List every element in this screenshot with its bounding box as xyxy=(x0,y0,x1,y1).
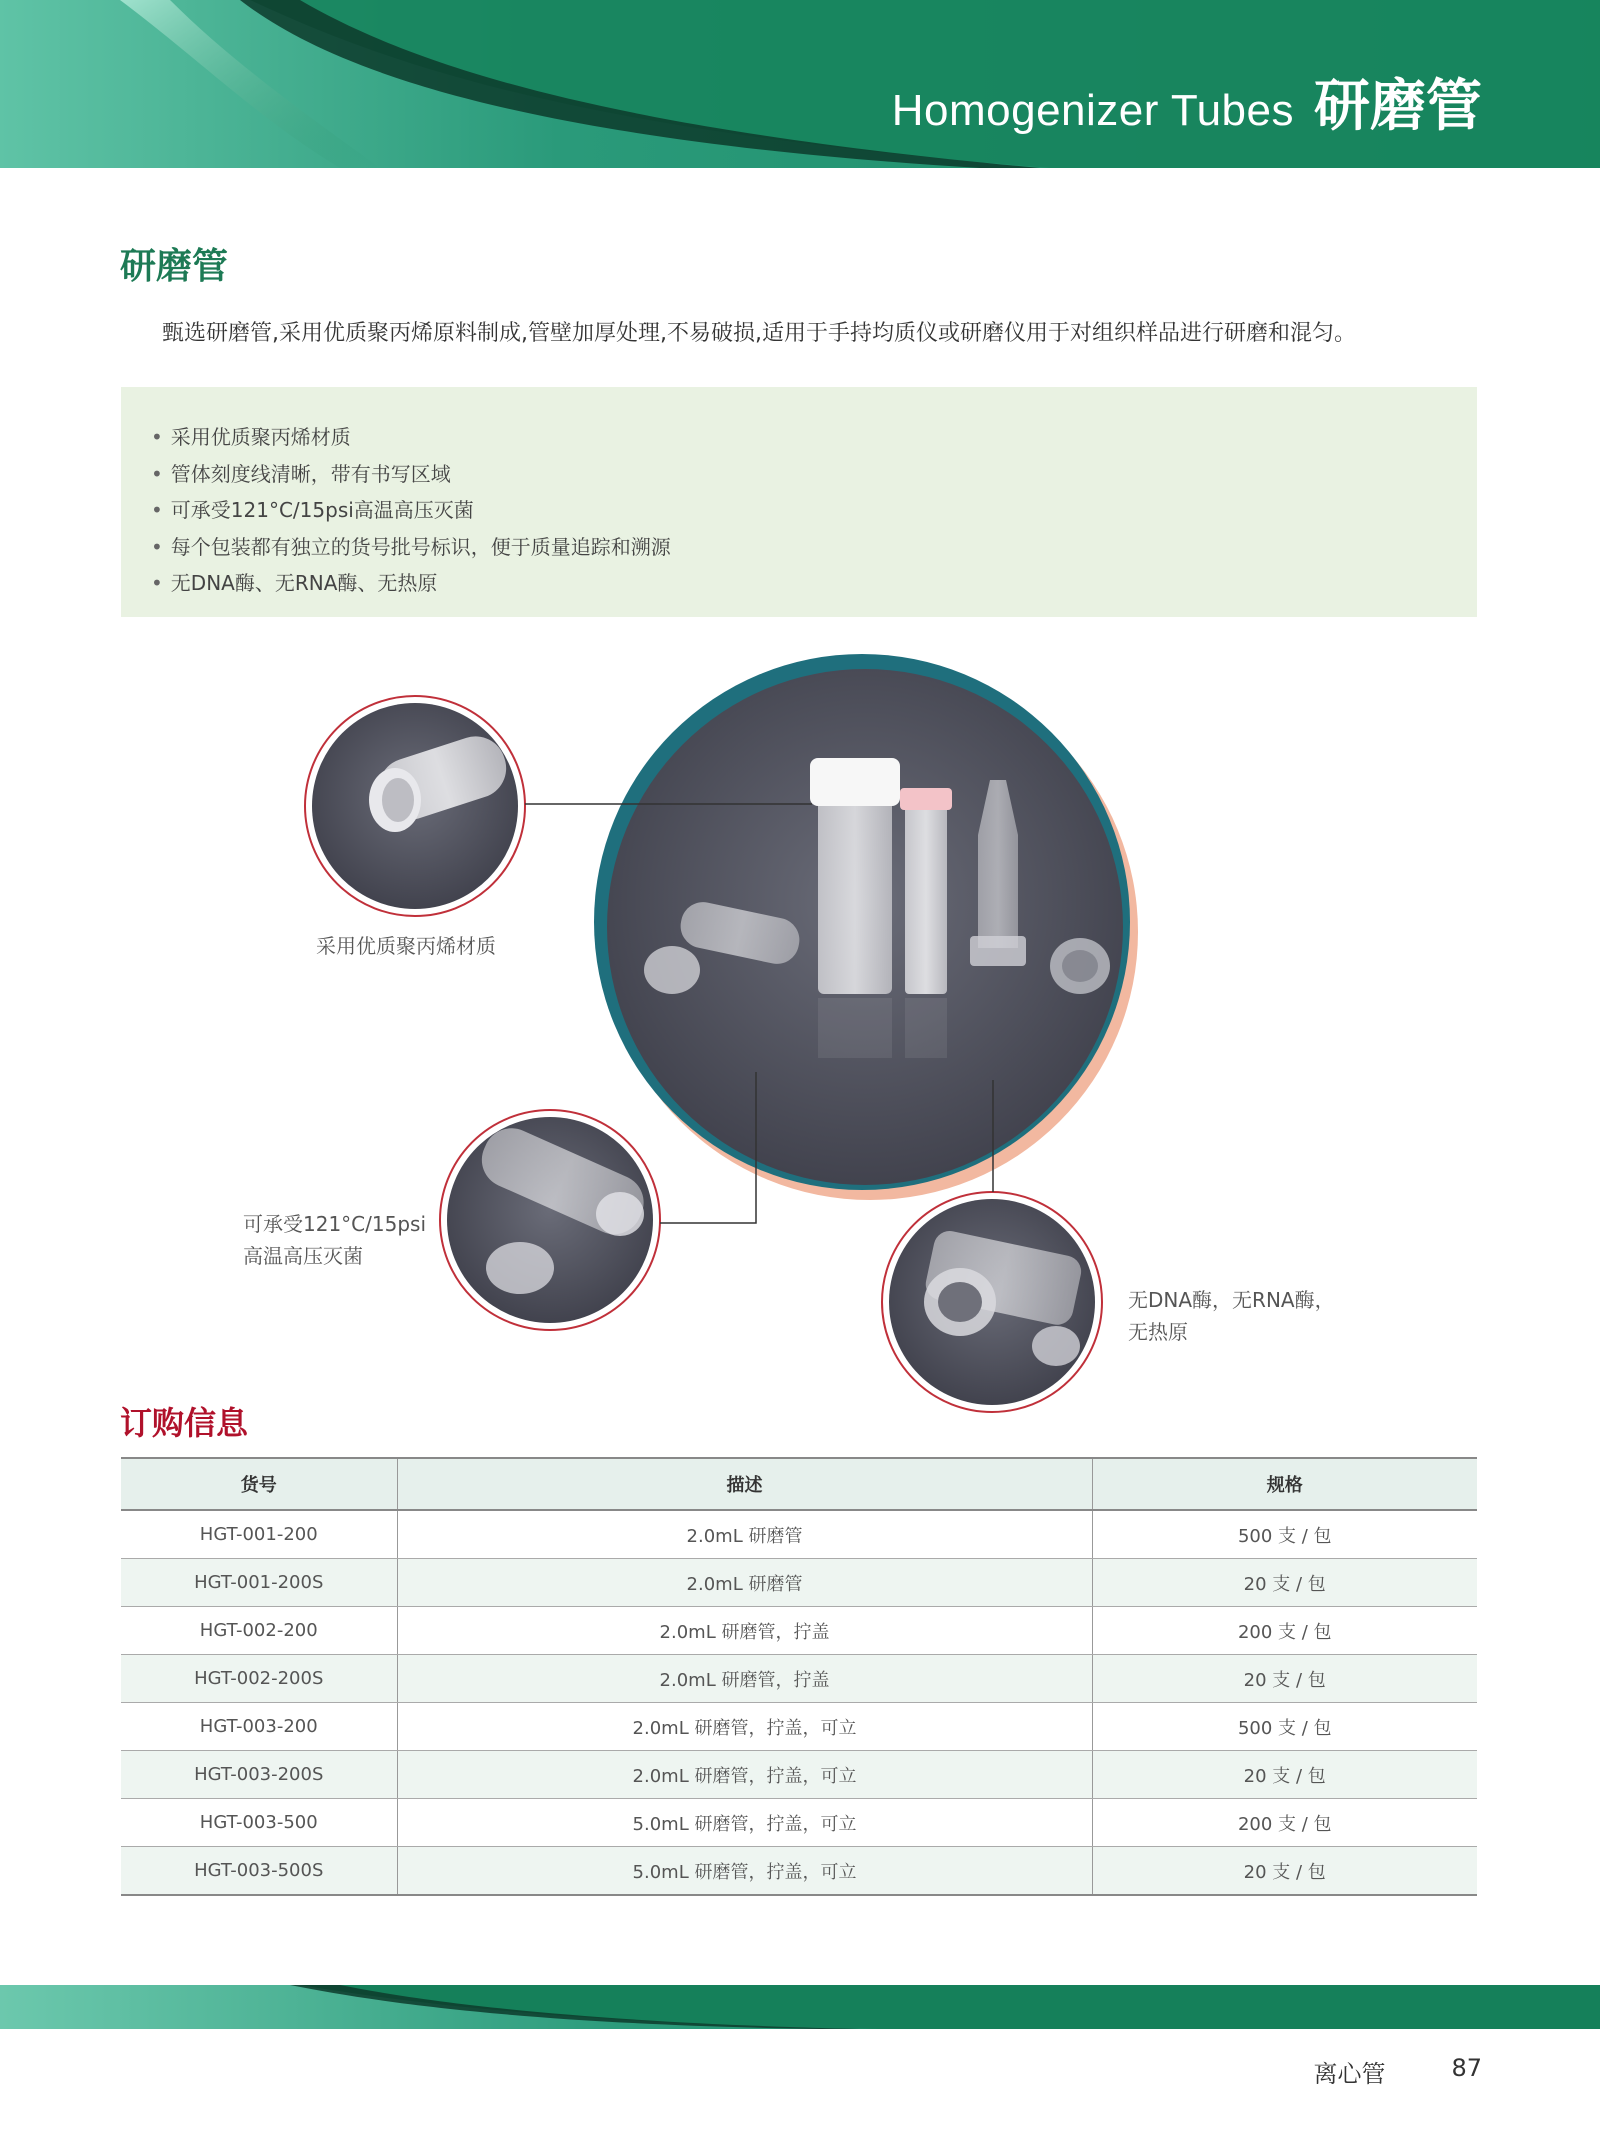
feature-box xyxy=(121,387,1477,617)
cell-spec: 20 支 / 包 xyxy=(1092,1655,1477,1703)
footer-category: 离心管 xyxy=(1313,2060,1386,2088)
cell-code: HGT-002-200S xyxy=(121,1655,397,1703)
detail-circle-autoclave xyxy=(440,1110,660,1330)
detail-circle-material xyxy=(305,696,525,916)
page-number: 87 xyxy=(1451,2054,1482,2082)
cell-code: HGT-001-200 xyxy=(121,1510,397,1559)
cell-desc: 2.0mL 研磨管，拧盖，可立 xyxy=(397,1751,1092,1799)
cell-spec: 500 支 / 包 xyxy=(1092,1510,1477,1559)
section-title: 研磨管 xyxy=(120,246,229,287)
intro-text: 甄选研磨管,采用优质聚丙烯原料制成,管壁加厚处理,不易破损,适用于手持均质仪或研磨仪用于对组织样品进行研磨和混匀。 xyxy=(162,321,1356,346)
cell-code: HGT-003-200S xyxy=(121,1751,397,1799)
cell-desc: 2.0mL 研磨管，拧盖，可立 xyxy=(397,1703,1092,1751)
detail-circle-free xyxy=(882,1192,1102,1412)
footer xyxy=(1313,2054,1482,2089)
product-illustration xyxy=(0,630,1600,1430)
cell-desc: 2.0mL 研磨管，拧盖 xyxy=(397,1655,1092,1703)
callout-autoclave-line2: 高温高压灭菌 xyxy=(243,1244,363,1268)
callout-material-text: 采用优质聚丙烯材质 xyxy=(316,934,496,958)
table-row xyxy=(121,1703,1477,1751)
table-row xyxy=(121,1559,1477,1607)
cell-code: HGT-003-500S xyxy=(121,1847,397,1896)
cell-spec: 20 支 / 包 xyxy=(1092,1751,1477,1799)
order-table xyxy=(121,1457,1477,1896)
cell-spec: 20 支 / 包 xyxy=(1092,1847,1477,1896)
cell-desc: 2.0mL 研磨管 xyxy=(397,1559,1092,1607)
cell-spec: 200 支 / 包 xyxy=(1092,1607,1477,1655)
feature-item: • 管体刻度线清晰，带有书写区域 xyxy=(151,456,1477,493)
cell-code: HGT-002-200 xyxy=(121,1607,397,1655)
feature-item: • 无DNA酶、无RNA酶、无热原 xyxy=(151,565,1477,602)
cell-desc: 5.0mL 研磨管，拧盖，可立 xyxy=(397,1799,1092,1847)
callout-free xyxy=(1128,1284,1335,1348)
cell-desc: 5.0mL 研磨管，拧盖，可立 xyxy=(397,1847,1092,1896)
table-header-row xyxy=(121,1458,1477,1510)
callout-material xyxy=(316,930,496,962)
col-header-spec: 规格 xyxy=(1092,1458,1477,1510)
cell-code: HGT-001-200S xyxy=(121,1559,397,1607)
order-title: 订购信息 xyxy=(120,1404,249,1442)
cell-code: HGT-003-200 xyxy=(121,1703,397,1751)
callout-free-line1: 无DNA酶，无RNA酶， xyxy=(1128,1288,1335,1312)
table-row xyxy=(121,1655,1477,1703)
cell-code: HGT-003-500 xyxy=(121,1799,397,1847)
feature-item: • 采用优质聚丙烯材质 xyxy=(151,419,1477,456)
cell-spec: 20 支 / 包 xyxy=(1092,1559,1477,1607)
table-row xyxy=(121,1847,1477,1896)
cell-desc: 2.0mL 研磨管 xyxy=(397,1510,1092,1559)
footer-banner xyxy=(0,1985,1600,2029)
header-title xyxy=(892,62,1482,142)
cell-desc: 2.0mL 研磨管，拧盖 xyxy=(397,1607,1092,1655)
header-title-en: Homogenizer Tubes xyxy=(891,86,1294,135)
col-header-code: 货号 xyxy=(121,1458,397,1510)
main-product-circle xyxy=(594,654,1138,1200)
table-row xyxy=(121,1510,1477,1559)
table-row xyxy=(121,1607,1477,1655)
col-header-desc: 描述 xyxy=(397,1458,1092,1510)
table-row xyxy=(121,1751,1477,1799)
cell-spec: 200 支 / 包 xyxy=(1092,1799,1477,1847)
callout-free-line2: 无热原 xyxy=(1128,1320,1188,1344)
table-row xyxy=(121,1799,1477,1847)
cell-spec: 500 支 / 包 xyxy=(1092,1703,1477,1751)
feature-item: • 每个包装都有独立的货号批号标识，便于质量追踪和溯源 xyxy=(151,529,1477,566)
feature-list xyxy=(151,419,1477,602)
callout-autoclave-line1: 可承受121°C/15psi xyxy=(243,1212,426,1236)
callout-autoclave xyxy=(243,1208,426,1272)
feature-item: • 可承受121°C/15psi高温高压灭菌 xyxy=(151,492,1477,529)
header-title-cn: 研磨管 xyxy=(1314,74,1482,139)
